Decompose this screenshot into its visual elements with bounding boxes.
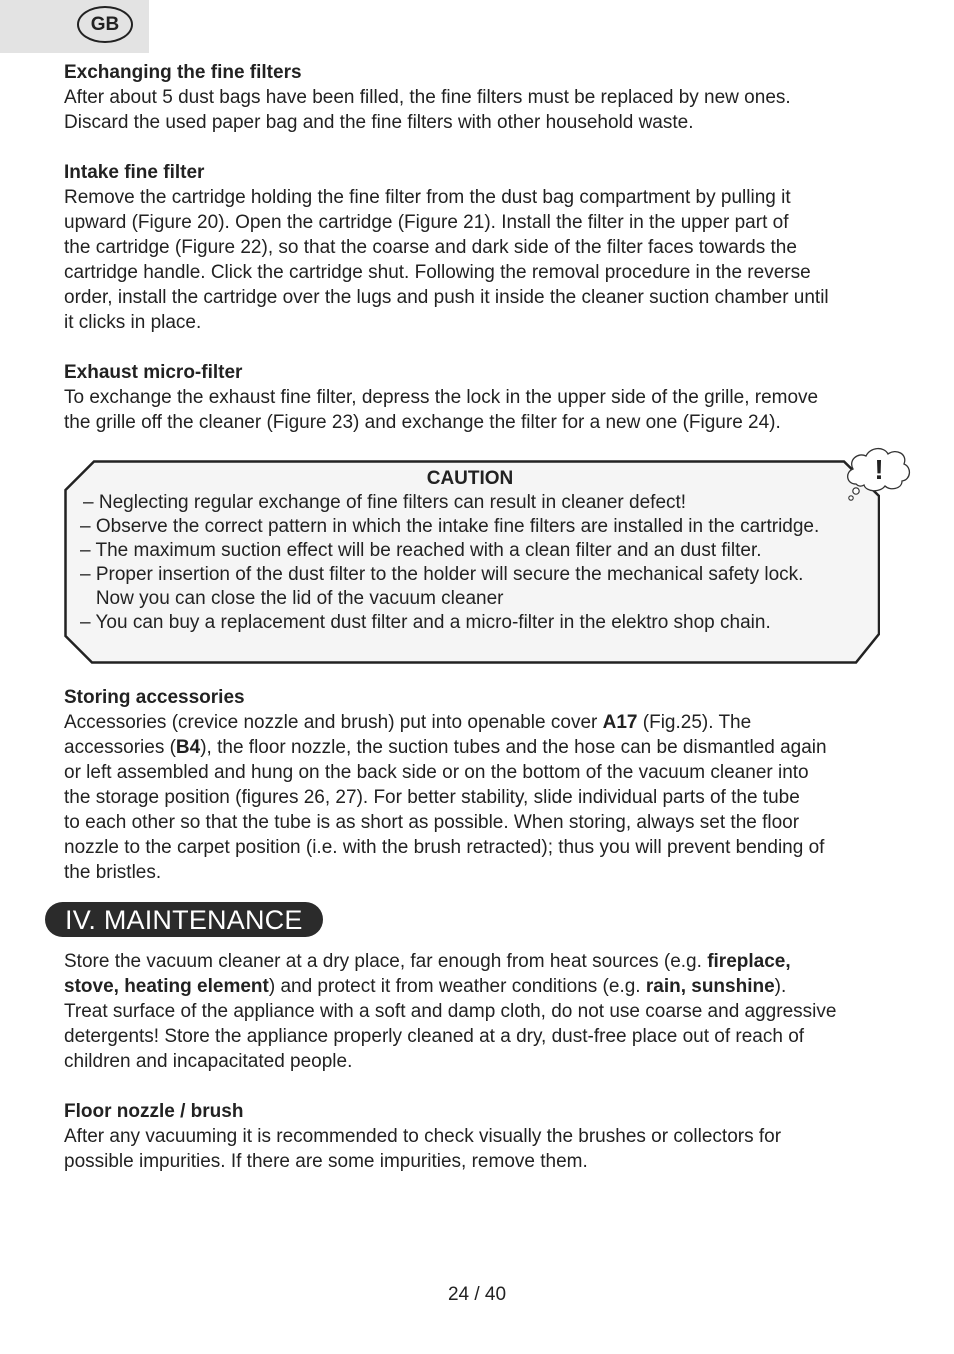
storing-section [64, 685, 894, 885]
intake-line-6: it clicks in place. [64, 312, 202, 333]
storing-line-1: Accessories (crevice nozzle and brush) put into openable cover A17 (Fig.25). The [64, 712, 752, 733]
exhaust-line-2: the grille off the cleaner (Figure 23) and exchange the filter for a new one (Figure 24). [64, 412, 781, 433]
intake-line-2: upward (Figure 20). Open the cartridge (Figure 21). Install the filter in the upper part of [64, 212, 789, 233]
fine-filters-line-1: After about 5 dust bags have been filled, the fine filters must be replaced by new ones. [64, 87, 791, 108]
storing-heading: Storing accessories [64, 687, 245, 708]
storing-line-3: or left assembled and hung on the back side or on the bottom of the vacuum cleaner into [64, 762, 809, 783]
intake-heading: Intake fine filter [64, 162, 205, 183]
caution-item: – You can buy a replacement dust filter and a micro-filter in the elektro shop chain. [80, 612, 771, 633]
page-number: 24 / 40 [447, 1284, 507, 1305]
exclamation-mark: ! [874, 454, 884, 485]
storing-line-2: accessories (B4), the floor nozzle, the suction tubes and the hose can be dismantled again [64, 737, 827, 758]
floor-nozzle-line-1: After any vacuuming it is recommended to check visually the brushes or collectors for [64, 1126, 782, 1147]
section-header-maintenance [45, 902, 323, 937]
caution-box [64, 460, 880, 664]
fine-filters-line-2: Discard the used paper bag and the fine filters with other household waste. [64, 112, 694, 133]
intake-line-5: order, install the cartridge over the lugs and push it inside the cleaner suction chamber until [64, 287, 829, 308]
intake-line-3: the cartridge (Figure 22), so that the coarse and dark side of the filter faces towards the [64, 237, 797, 258]
maintenance-line-5: children and incapacitated people. [64, 1051, 353, 1072]
fine-filters-heading: Exchanging the fine filters [64, 62, 302, 83]
storing-line-6: nozzle to the carpet position (i.e. with the brush retracted); thus you will prevent bending of [64, 837, 825, 858]
floor-nozzle-heading: Floor nozzle / brush [64, 1101, 244, 1122]
maintenance-line-4: detergents! Store the appliance properly cleaned at a dry, dust-free place out of reach of [64, 1026, 805, 1047]
caution-list [80, 491, 880, 635]
floor-nozzle-line-2: possible impurities. If there are some impurities, remove them. [64, 1151, 588, 1172]
storing-line-5: to each other so that the tube is as short as possible. When storing, always set the floor [64, 812, 800, 833]
caution-title: CAUTION [426, 468, 514, 489]
exhaust-line-1: To exchange the exhaust fine filter, depress the lock in the upper side of the grille, remove [64, 387, 819, 408]
caution-item: – The maximum suction effect will be reached with a clean filter and an dust filter. [80, 540, 762, 561]
exclamation-cloud-icon [842, 444, 914, 508]
filters-section [64, 60, 894, 435]
storing-line-4: the storage position (figures 26, 27). For better stability, slide individual parts of the tube [64, 787, 800, 808]
exhaust-heading: Exhaust micro-filter [64, 362, 243, 383]
maintenance-section [64, 949, 894, 1174]
caution-item: – Proper insertion of the dust filter to the holder will secure the mechanical safety lock. [80, 564, 804, 585]
caution-item: – Observe the correct pattern in which the intake fine filters are installed in the cartridge. [80, 516, 820, 537]
caution-item: Now you can close the lid of the vacuum cleaner [80, 588, 504, 609]
intake-line-1: Remove the cartridge holding the fine filter from the dust bag compartment by pulling it [64, 187, 791, 208]
maintenance-line-2: stove, heating element) and protect it from weather conditions (e.g. rain, sunshine). [64, 976, 787, 997]
maintenance-line-3: Treat surface of the appliance with a soft and damp cloth, do not use coarse and aggressive [64, 1001, 837, 1022]
section-title: IV. MAINTENANCE [65, 905, 303, 935]
storing-line-7: the bristles. [64, 862, 162, 883]
caution-item: – Neglecting regular exchange of fine filters can result in cleaner defect! [83, 492, 687, 513]
intake-line-4: cartridge handle. Click the cartridge shut. Following the removal procedure in the reverse [64, 262, 811, 283]
language-tab [0, 0, 149, 53]
language-badge: GB [77, 6, 133, 43]
maintenance-line-1: Store the vacuum cleaner at a dry place, far enough from heat sources (e.g. fireplace, [64, 951, 791, 972]
